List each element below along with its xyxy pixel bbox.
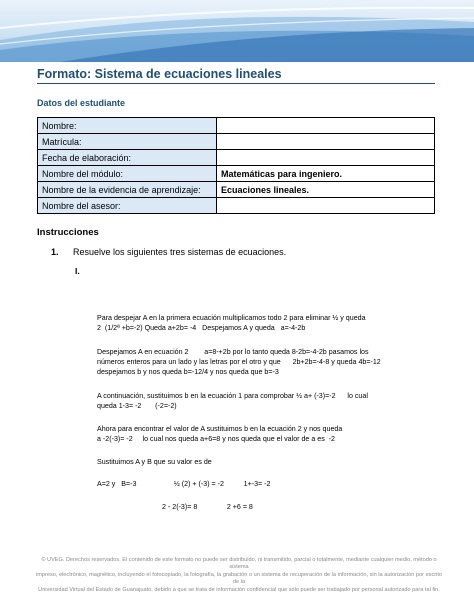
solution-line: Sustituimos A y B que su valor es de [97,458,212,466]
table-row [38,118,435,134]
field-value[interactable]: Matemáticas para ingeniero. [217,166,435,182]
footer-line: © UVEG. Derechos reservados. El contenido de este formato no puede ser distribuido, ni transmitido, parcial o totalmente, mediante cualquier medio, método o sistema [41,557,437,571]
section-heading: Datos del estudiante [37,98,126,108]
field-value[interactable] [217,150,435,166]
instructions-heading: Instrucciones [37,227,99,238]
page-title: Formato: Sistema de ecuaciones lineales [37,67,282,81]
header-banner [0,0,474,62]
list-number: 1. [51,247,59,257]
solution-line: Despejamos A en ecuación 2 a=8-+2b por lo tanto queda 8-2b=-4-2b pasamos los [97,348,369,356]
student-data-table [37,117,435,214]
footer-line: impreso, electrónico, magnético, incluyendo el fotocopiado, la fotografía, la grabación o un sistema de recuperación de la información, sin la autorización por escrito de la [35,571,443,586]
table-row [38,134,435,150]
table-row [38,166,435,182]
field-label: Nombre del asesor: [38,198,217,214]
field-value[interactable]: Ecuaciones lineales. [217,182,435,198]
solution-line: números enteros para un lado y las letras por el otro y que 2b+2b=-4-8 y queda 4b=-12 [97,358,381,366]
sub-item-number: I. [75,266,80,276]
field-label: Nombre de la evidencia de aprendizaje: [38,182,217,198]
solution-line: queda 1-3= -2 (-2=-2) [97,402,177,410]
solution-line: Ahora para encontrar el valor de A sustituimos b en la ecuación 2 y nos queda [97,425,343,433]
field-value[interactable] [217,198,435,214]
table-row [38,150,435,166]
instruction-text: Resuelve los siguientes tres sistemas de ecuaciones. [73,247,287,257]
solution-line: 2 (1/2ª +b=-2) Queda a+2b= -4 Despejamos A y queda a=-4-2b [97,324,306,332]
field-label: Nombre: [38,118,217,134]
title-divider [37,83,435,84]
footer-line: Universidad Virtual del Estado de Guanajuato, debido a que se trata de información confidencial que sólo puede ser trabajado por personal autorizado para tal fin. [38,586,440,593]
solution-line: Para despejar A en la primera ecuación multiplicamos todo 2 para eliminar ½ y queda [97,314,366,322]
copyright-footer [35,557,443,594]
result-line: 2 - 2(-3)= 8 2 +6 = 8 [162,503,253,511]
field-value[interactable] [217,134,435,150]
field-label: Matrícula: [38,134,217,150]
field-value[interactable] [217,118,435,134]
solution-line: a -2(-3)= -2 lo cual nos queda a+6=8 y nos queda que el valor de a es -2 [97,435,335,443]
field-label: Fecha de elaboración: [38,150,217,166]
field-label: Nombre del módulo: [38,166,217,182]
solution-line: despejamos b y nos queda b=-12/4 y nos queda que b=-3 [97,368,279,376]
banner-swoosh-graphic [0,0,474,62]
table-row [38,182,435,198]
table-row [38,198,435,214]
solution-line: A continuación, sustituimos b en la ecuación 1 para comprobar ½ a+ (-3)=-2 lo cual [97,392,368,400]
result-line: A=2 y B=-3 ½ (2) + (-3) = -2 1+-3= -2 [97,480,271,488]
